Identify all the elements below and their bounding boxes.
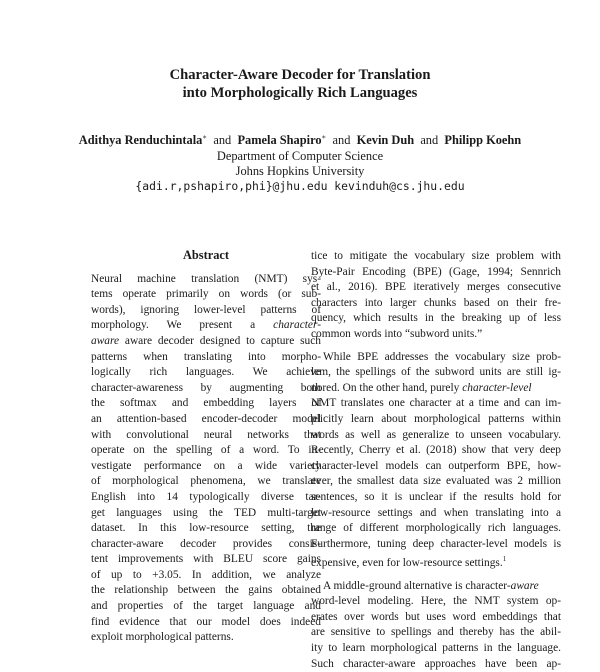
title-line-2: into Morphologically Rich Languages: [182, 85, 418, 101]
body-line: ity to learn morphological patterns in the language.: [311, 642, 561, 655]
body-line: range of different morphologically rich languages.: [311, 522, 561, 535]
abstract-line: operate on the spelling of a word. To in-: [91, 444, 321, 457]
body-line: lem, the spellings of the subword units are still ig-: [311, 366, 561, 379]
abstract-line: character-aware decoder provides consis-: [91, 537, 321, 550]
abstract-line: vestigate performance on a wide variety: [91, 459, 321, 472]
author-4: Philipp Koehn: [444, 133, 522, 148]
abstract-line: dataset. In this low-resource setting, the: [91, 522, 321, 535]
abstract-heading: Abstract: [182, 248, 230, 262]
author-2-mark: ∗: [321, 133, 327, 141]
abstract-line: English into 14 typologically diverse tar-: [91, 490, 321, 503]
footnote-marker: 1: [502, 555, 507, 564]
abstract-line: with convolutional neural networks that: [91, 428, 321, 441]
body-line: Byte-Pair Encoding (BPE) (Gage, 1994; Sennrich: [311, 265, 561, 278]
intro-paragraph-3: [311, 579, 561, 672]
author-3: Kevin Duh: [356, 133, 415, 148]
author-names: [0, 130, 600, 149]
body-text-span: expensive, even for low-resource settings.: [311, 557, 503, 570]
abstract-line: exploit morphological patterns.: [91, 631, 234, 644]
body-line-mixed: [311, 552, 561, 571]
body-line-mixed: [311, 579, 561, 595]
body-italic-term: aware: [510, 579, 539, 592]
body-text-span: A middle-ground alternative is character-: [323, 579, 511, 592]
author-and-1: and: [213, 133, 232, 148]
abstract-line: logically rich languages. We achieve: [91, 366, 321, 379]
body-line: While BPE addresses the vocabulary size prob-: [323, 350, 561, 363]
abstract-line-mixed: [91, 318, 321, 334]
body-line: word-level modeling. Here, the NMT system op-: [311, 595, 561, 608]
body-line: low-resource settings and when translating into a: [311, 506, 561, 519]
body-line: characters into larger chunks based on their fre-: [311, 296, 561, 309]
body-line-mixed: [311, 381, 561, 397]
abstract-text-span: morphology. We present a: [91, 319, 274, 332]
email-addresses: {adi.r,pshapiro,phi}@jhu.edu kevinduh@cs.jhu.edu: [135, 179, 465, 194]
author-1: Adithya Renduchintala: [78, 133, 203, 148]
department: Department of Computer Science: [216, 148, 384, 163]
abstract-line: words), ignoring lower-level patterns of: [91, 303, 321, 316]
author-and-2: and: [332, 133, 351, 148]
body-line: character-level models can outperform BPE, how-: [311, 459, 561, 472]
body-italic-term: character-level: [462, 381, 532, 394]
body-line: words as well as generalize to unseen vocabulary.: [311, 428, 561, 441]
abstract-line: of up to +3.05. In addition, we analyze: [91, 568, 321, 581]
intro-paragraph-1: [311, 249, 561, 343]
author-1-mark: ∗: [202, 133, 208, 141]
body-line: Recently, Cherry et al. (2018) show that very deep: [311, 444, 561, 457]
body-text-span: nored. On the other hand, purely: [311, 381, 463, 394]
body-line: quency, which results in the breaking up of less: [311, 312, 561, 325]
right-column: [311, 249, 561, 672]
body-line: plicitly learn about morphological patterns within: [311, 412, 561, 425]
paper-title: [0, 66, 600, 102]
abstract-line: the softmax and embedding layers of: [91, 397, 321, 410]
abstract-line: tent improvements with BLEU score gains: [91, 553, 321, 566]
abstract-line: patterns when translating into morpho-: [91, 350, 321, 363]
abstract-line: find evidence that our model does indeed: [91, 615, 321, 628]
abstract-line: the relationship between the gains obtained: [91, 584, 321, 597]
abstract-text-span: aware decoder designed to capture such: [124, 334, 321, 347]
abstract-line: tems operate primarily on words (or sub-: [91, 288, 321, 301]
title-line-1: Character-Aware Decoder for Translation: [169, 67, 431, 83]
left-column: [91, 248, 321, 646]
abstract-italic-term: aware: [91, 334, 120, 347]
author-2: Pamela Shapiro: [237, 133, 322, 148]
body-line: Furthermore, tuning deep character-level models is: [311, 537, 561, 550]
author-block: [0, 130, 600, 195]
abstract-line: Neural machine translation (NMT) sys-: [91, 272, 321, 285]
abstract-line: an attention-based encoder-decoder model: [91, 412, 321, 425]
body-line: et al., 2016). BPE iteratively merges consecutive: [311, 281, 561, 294]
body-line: Such character-aware approaches have been ap-: [311, 657, 561, 670]
intro-paragraph-2: [311, 350, 561, 572]
abstract-text: [91, 272, 321, 646]
abstract-line: character-awareness by augmenting both: [91, 381, 321, 394]
body-line: ever, the smallest data size evaluated was 2 million: [311, 475, 561, 488]
abstract-line: of morphological phenomena, we translate: [91, 475, 321, 488]
body-line: erates over words but uses word embeddings that: [311, 610, 561, 623]
author-and-3: and: [420, 133, 439, 148]
body-line: are sensitive to spellings and thereby has the abil-: [311, 626, 561, 639]
abstract-line: get languages using the TED multi-target: [91, 506, 321, 519]
body-line: sentences, so it is unclear if the results hold for: [311, 490, 561, 503]
abstract-italic-term: character-: [273, 319, 321, 332]
abstract-line-mixed: [91, 334, 321, 350]
body-line: NMT translates one character at a time and can im-: [311, 397, 561, 410]
abstract-line: and properties of the target language and: [91, 600, 321, 613]
university: Johns Hopkins University: [235, 163, 365, 178]
body-line: tice to mitigate the vocabulary size problem with: [311, 250, 561, 262]
body-line: common words into “subword units.”: [311, 327, 483, 340]
